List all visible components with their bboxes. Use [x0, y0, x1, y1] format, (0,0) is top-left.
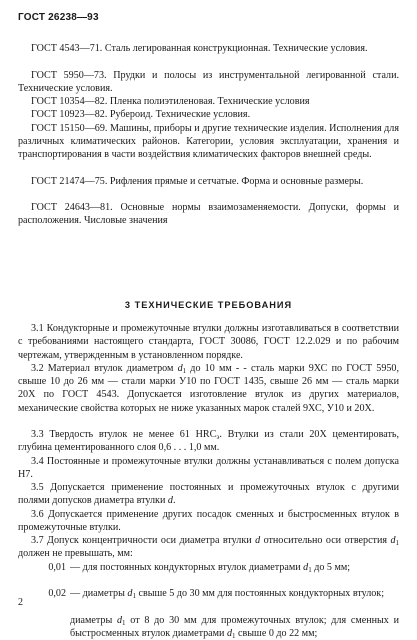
clause-3-4: 3.4 Постоянные и промежуточные втулки должны устанавливаться с полем допуска H7.	[18, 455, 399, 482]
tolerance-text-a: диаметры	[70, 615, 117, 626]
tolerance-value	[18, 614, 70, 640]
tolerance-text-a: — диаметры	[70, 588, 127, 599]
clause-3-2-var: d	[178, 363, 183, 374]
clause-3-7-sub2: 1	[396, 539, 400, 547]
ref-gost-24643: ГОСТ 24643—81. Основные нормы взаимозаменяемости. Допуски, формы и расположения. Числовые значения	[18, 201, 399, 228]
ref-gost-15150: ГОСТ 15150—69. Машины, приборы и другие технические изделия. Исполнения для различных климатических районов. Категории, условия эксплуатации, хранения и транспортирования в части воздействия климатических факторов внешней среды.	[18, 122, 399, 162]
clause-3-7-part-b: относительно оси отверстия	[260, 535, 390, 546]
clause-3-7-part-a: 3.7 Допуск концентричности оси диаметра втулки	[31, 535, 255, 546]
tolerance-value: 0,01	[18, 561, 70, 574]
ref-gost-10923: ГОСТ 10923—82. Рубероид. Технические условия.	[18, 108, 399, 121]
tolerance-var: d	[303, 562, 308, 573]
clause-3-3-sub: э	[216, 433, 219, 441]
tolerance-sub: 1	[122, 619, 126, 627]
tolerance-text-b: до 5 мм;	[312, 562, 350, 573]
clause-3-5	[18, 481, 399, 508]
clause-3-2-sub: 1	[183, 367, 187, 375]
clause-3-3	[18, 428, 399, 455]
clause-3-7-var2: d	[390, 535, 395, 546]
tolerance-text-a: — для постоянных кондукторных втулок диаметрами	[70, 562, 303, 573]
clause-3-2	[18, 362, 399, 415]
tolerance-var: d	[117, 615, 122, 626]
ref-gost-10354: ГОСТ 10354—82. Пленка полиэтиленовая. Технические условия	[18, 95, 399, 108]
tolerance-value: 0,02	[18, 587, 70, 600]
clause-3-2-part-b: до 10 мм - - сталь марки 9ХС по ГОСТ 5950, свыше 10 до 26 мм — стали марки У10 по ГОСТ 1435, свыше 26 мм — сталь марки 20Х по ГОСТ 4543. Допускается изготовление втулок из других материалов, механические свойства которых не ниже указанных марок сталей 9ХС, У10 и 20Х.	[18, 363, 399, 414]
tolerance-text	[70, 614, 399, 640]
clause-3-7	[18, 534, 399, 561]
clause-3-6: 3.6 Допускается применение других посадок сменных и быстросменных втулок в промежуточные втулки.	[18, 508, 399, 535]
clause-3-2-part-a: 3.2 Материал втулок диаметром	[31, 363, 178, 374]
tolerance-text-c: свыше 0 до 22 мм;	[236, 628, 318, 639]
tolerance-text	[70, 561, 399, 574]
tolerance-sub: 1	[308, 566, 312, 574]
tolerance-item	[18, 587, 399, 600]
tolerance-sub: 1	[132, 592, 136, 600]
tolerance-item	[18, 614, 399, 640]
ref-gost-4543: ГОСТ 4543—71. Сталь легированная конструкционная. Технические условия.	[18, 42, 399, 55]
clause-3-1: 3.1 Кондукторные и промежуточные втулки должны изготавливаться в соответствии с требованиями настоящего стандарта, ГОСТ 30086, ГОСТ 12.2.029 и по рабочим чертежам, утвержденным в установленном порядке.	[18, 322, 399, 362]
tolerance-sub2: 1	[232, 632, 236, 640]
tolerance-text	[70, 587, 399, 600]
clause-3-7-part-c: должен не превышать, мм:	[18, 548, 133, 559]
tolerance-text-b: от 8 до 30 мм для промежуточных втулок; для сменных и быстросменных втулок диаметрами	[70, 615, 399, 639]
section-title: 3 ТЕХНИЧЕСКИЕ ТРЕБОВАНИЯ	[0, 300, 417, 310]
clause-3-5-var: d	[168, 495, 173, 506]
tolerance-var2: d	[227, 628, 232, 639]
tolerance-var: d	[127, 588, 132, 599]
ref-gost-21474: ГОСТ 21474—75. Рифления прямые и сетчатые. Форма и основные размеры.	[18, 175, 399, 188]
ref-gost-5950: ГОСТ 5950—73. Прудки и полосы из инструментальной легированной стали. Технические условия.	[18, 69, 399, 96]
page-header: ГОСТ 26238—93	[18, 12, 99, 23]
clause-3-7-var: d	[255, 535, 260, 546]
clause-3-3-part-b: . Втулки из стали 20Х цементировать, глубина цементированного слоя 0,6 . . . 1,0 мм.	[18, 429, 399, 453]
clause-3-5-part-b: .	[173, 495, 176, 506]
page-number: 2	[18, 597, 23, 608]
clause-3-3-part-a: 3.3 Твердость втулок не менее 61 HRC	[31, 429, 216, 440]
tolerance-text-b: свыше 5 до 30 мм для постоянных кондукторных втулок;	[136, 588, 384, 599]
tolerance-item	[18, 561, 399, 574]
clause-3-5-part-a: 3.5 Допускается применение постоянных и промежуточных втулок с другими полями допусков диаметра втулки	[18, 482, 399, 506]
